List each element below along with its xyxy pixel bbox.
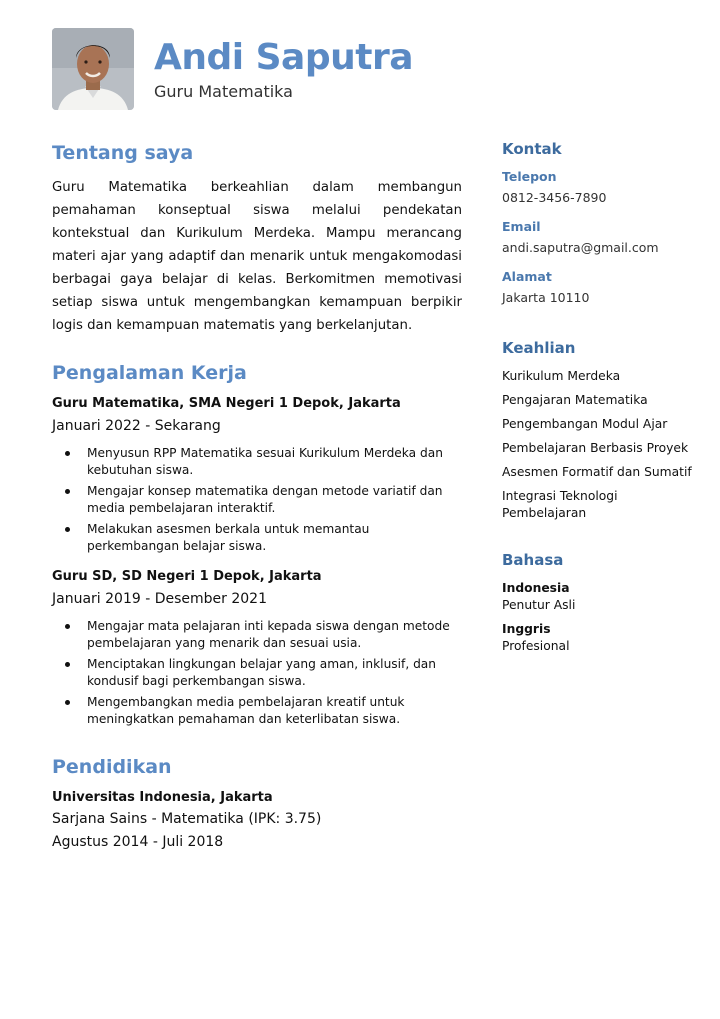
- language-name: Inggris: [502, 622, 551, 636]
- bullet-icon: [65, 624, 70, 629]
- language-name: Indonesia: [502, 581, 570, 595]
- bullet-icon: [65, 527, 70, 532]
- job-date: Januari 2022 - Sekarang: [52, 418, 221, 434]
- job-title: Guru SD, SD Negeri 1 Depok, Jakarta: [52, 569, 322, 584]
- job-entry: [52, 394, 462, 555]
- profile-photo: [52, 28, 134, 110]
- skills-heading: Keahlian: [502, 339, 576, 357]
- bullet-text: Menciptakan lingkungan belajar yang aman, inklusif, dan kondusif bagi perkembangan siswa.: [87, 657, 436, 688]
- email-label: Email: [502, 219, 541, 234]
- bullet-icon: [65, 662, 70, 667]
- about-heading: Tentang saya: [52, 142, 194, 164]
- bullet-icon: [65, 700, 70, 705]
- list-item: Integrasi Teknologi Pembelajaran: [502, 489, 618, 520]
- list-item: [52, 521, 462, 555]
- list-item: Asesmen Formatif dan Sumatif: [502, 465, 692, 479]
- list-item: [52, 694, 462, 728]
- languages-heading: Bahasa: [502, 551, 564, 569]
- language-level: Profesional: [502, 639, 570, 653]
- list-item: [52, 656, 462, 690]
- job-bullets: [52, 445, 462, 555]
- education-entry: [52, 788, 462, 854]
- job-date: Januari 2019 - Desember 2021: [52, 591, 267, 607]
- bullet-icon: [65, 489, 70, 494]
- contact-address: [502, 268, 692, 307]
- bullet-text: Menyusun RPP Matematika sesuai Kurikulum Merdeka dan kebutuhan siswa.: [87, 446, 443, 477]
- job-entry: [52, 567, 462, 728]
- main-column: [52, 140, 462, 854]
- list-item: Pembelajaran Berbasis Proyek: [502, 441, 689, 455]
- education-degree: Sarjana Sains - Matematika (IPK: 3.75): [52, 811, 322, 827]
- candidate-name: Andi Saputra: [154, 37, 414, 78]
- list-item: [52, 618, 462, 652]
- bullet-text: Mengembangkan media pembelajaran kreatif untuk meningkatkan pemahaman dan keterlibatan siswa.: [87, 695, 405, 726]
- phone-value: 0812-3456-7890: [502, 190, 607, 205]
- list-item: Pengajaran Matematika: [502, 393, 648, 407]
- phone-label: Telepon: [502, 169, 557, 184]
- list-item: [52, 445, 462, 479]
- list-item: [52, 483, 462, 517]
- address-value: Jakarta 10110: [502, 290, 590, 305]
- contact-email: [502, 218, 692, 257]
- job-bullets: [52, 618, 462, 728]
- education-school: Universitas Indonesia, Jakarta: [52, 790, 273, 805]
- language-entry: [502, 621, 692, 655]
- bullet-icon: [65, 451, 70, 456]
- language-level: Penutur Asli: [502, 598, 576, 612]
- language-entry: [502, 580, 692, 614]
- contact-heading: Kontak: [502, 140, 562, 158]
- candidate-role: Guru Matematika: [154, 82, 293, 101]
- about-text: Guru Matematika berkeahlian dalam membangun pemahaman konseptual siswa melalui pendekatan kontekstual dan Kurikulum Merdeka. Mampu merancang materi ajar yang adaptif dan menarik untuk mengakomodasi berbagai gaya belajar di kelas. Berkomitmen memotivasi setiap siswa untuk mengembangkan kemampuan berpikir logis dan kemampuan matematis yang berkelanjutan.: [52, 180, 462, 333]
- sidebar-column: [502, 138, 692, 655]
- experience-heading: Pengalaman Kerja: [52, 362, 247, 384]
- bullet-text: Melakukan asesmen berkala untuk memantau perkembangan belajar siswa.: [87, 522, 370, 553]
- education-heading: Pendidikan: [52, 756, 172, 778]
- education-date: Agustus 2014 - Juli 2018: [52, 834, 224, 850]
- list-item: Pengembangan Modul Ajar: [502, 417, 668, 431]
- address-label: Alamat: [502, 269, 552, 284]
- bullet-text: Mengajar mata pelajaran inti kepada siswa dengan metode pembelajaran yang menarik dan sesuai usia.: [87, 619, 450, 650]
- job-title: Guru Matematika, SMA Negeri 1 Depok, Jakarta: [52, 396, 401, 411]
- skills-list: [502, 368, 692, 522]
- contact-phone: [502, 168, 692, 207]
- bullet-text: Mengajar konsep matematika dengan metode variatif dan media pembelajaran interaktif.: [87, 484, 443, 515]
- email-value: andi.saputra@gmail.com: [502, 240, 659, 255]
- list-item: Kurikulum Merdeka: [502, 369, 621, 383]
